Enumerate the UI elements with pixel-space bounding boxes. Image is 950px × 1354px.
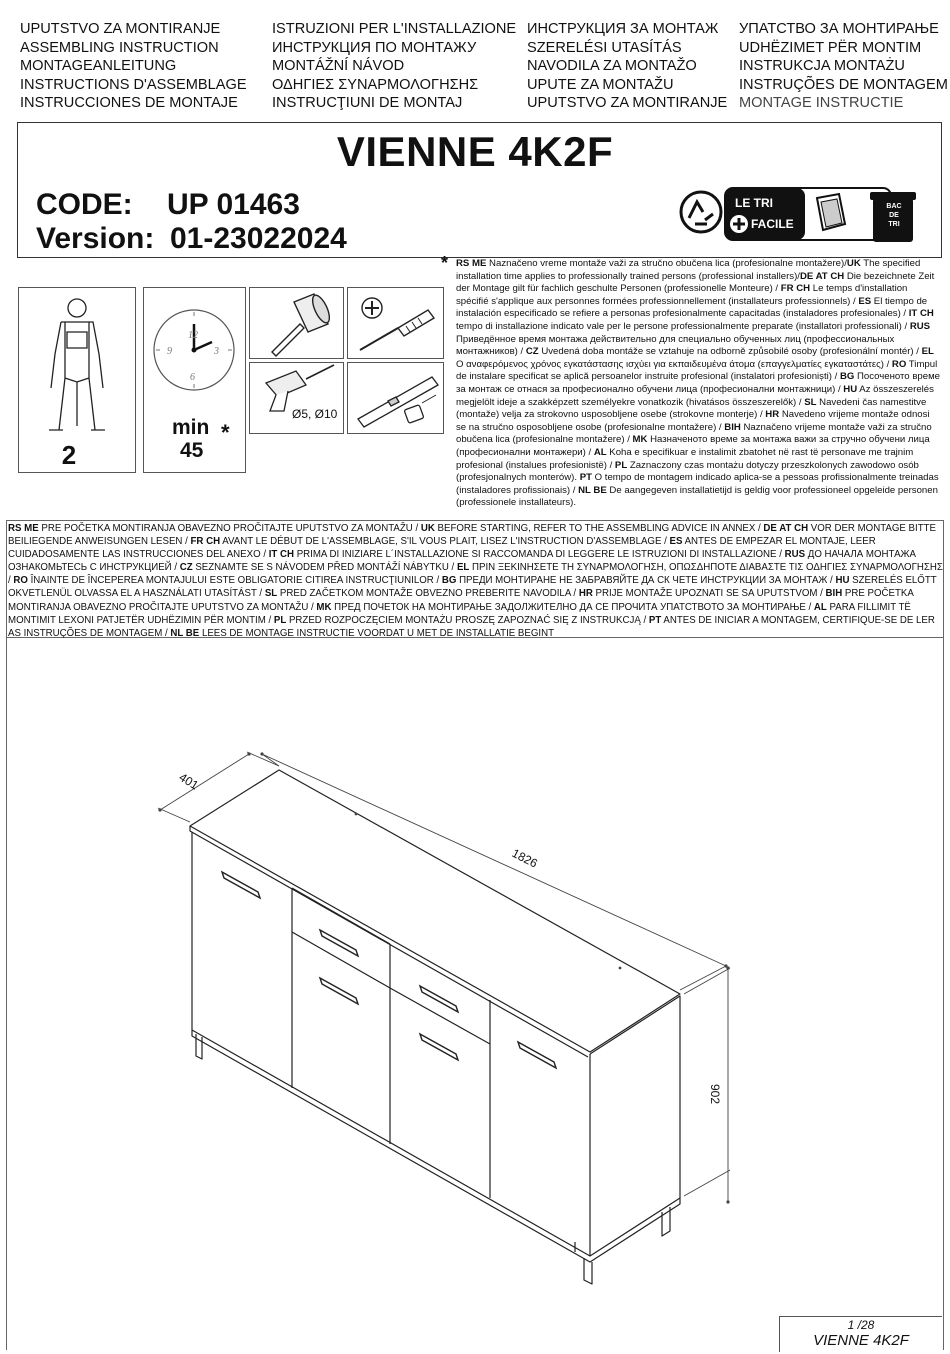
before-note-text: VOR DER MONTAGE BITTE BEILIEGENDE ANWEISUNGEN LESEN /	[8, 523, 936, 548]
before-note-code: ES	[669, 536, 683, 548]
time-picto	[143, 287, 246, 473]
before-note-code: EL	[456, 562, 470, 574]
header-line: SZERELÉSI UTASÍTÁS	[527, 39, 682, 56]
time-note-text: Navedeno vrijeme montaže odnosi se na stručno osposobljene osobe (profesionalne montažere) /	[456, 409, 930, 433]
before-note-text: ПРЕДИ МОНТИРАНЕ НЕ ЗАБРАВЯЙТЕ ДА СК ЧЕТЕ ИНСТРУКЦИИ ЗА МОНТАЖ /	[456, 575, 836, 587]
before-note-code: FR CH	[190, 536, 221, 548]
triman-de: DE	[889, 212, 899, 219]
header-line: ΟΔΗΓΙΕΣ ΣΥΝΑΡΜΟΛΟΓΗΣΗΣ	[272, 76, 479, 93]
header-line: MONTAGEANLEITUNG	[20, 58, 177, 74]
time-note-text: Посоченото време за монтаж се отнася за професионално обучени лица (професионални монтажници) /	[456, 371, 941, 395]
page-footer	[779, 1316, 942, 1352]
before-note-text: BEFORE STARTING, REFER TO THE ASSEMBLING ADVICE IN ANNEX /	[434, 523, 764, 534]
header-line: INSTRUCŢIUNI DE MONTAJ	[272, 95, 463, 111]
time-note-text: Navedeni čas namestitve (montaže) velja za strokovno usposobljene osebe (strokovne monterje) /	[456, 396, 927, 421]
drill-sizes: Ø5, Ø10	[292, 407, 338, 421]
time-note-code: ES	[858, 295, 872, 307]
header-line: INSTRUCTIONS D'ASSEMBLAGE	[20, 76, 247, 93]
before-note-text: PRIMA DI INIZIARE L´INSTALLAZIONE SI RACCOMANDA DI LEGGERE LE ISTRUZIONI DI INSTALLAZIONE /	[294, 549, 785, 561]
before-note	[8, 522, 943, 640]
before-note-code: AL	[813, 601, 827, 613]
header-line: INSTRUKCJA MONTAŻU	[739, 58, 905, 74]
time-note-text: Die bezeichnete Zeit der Montage gilt für fachlich geschulte Personen (professionelle Monteure) /	[456, 270, 935, 295]
time-note-text: tempo di installazione indicato vale per le persone professionalmente preparate (installatori professionali) /	[456, 320, 910, 332]
product-title: VIENNE 4K2F	[336, 128, 614, 175]
before-note-text: PARA FILLIMIT TË MONTIMIT LEXONI PATJETËR UDHËZIMIN PËR MONTIM /	[8, 601, 911, 626]
time-note-code: SL	[804, 396, 817, 408]
before-note-text: PRE POČETKA MONTIRANJA OBAVEZNO PROČITAJTE UPUTSTVO ZA MONTAŽU /	[8, 588, 914, 613]
time-note-text: Uvedená doba montáže se vztahuje na odborně způsobilé osoby (profesionální montér) /	[538, 346, 922, 358]
time-note-text: Koha e specifikuar e instalimit zbatohet në rast të personave me trajnim profesional (instalues profesionistë) /	[456, 446, 914, 471]
before-note-code: PL	[273, 614, 287, 626]
time-note-text: O tempo de montagem indicado aplica-se a pessoas profissionalmente treinadas (instaladores profissionais) /	[456, 472, 939, 496]
time-note-code: HU	[843, 383, 858, 395]
header-line: ИНСТРУКЦИЯ ПО МОНТАЖУ	[272, 39, 477, 56]
version-label: Version:	[36, 222, 155, 255]
before-note-text: PRZED ROZPOCZĘCIEM MONTAŻU PROSZĘ ZAPOZNAĆ SIĘ Z INSTRUKCJĄ /	[286, 614, 649, 626]
time-note-code: FR CH	[780, 283, 811, 295]
time-note-code: PT	[579, 472, 592, 484]
before-note-code: DE AT CH	[763, 523, 809, 534]
before-note-text: PRE POČETKA MONTIRANJA OBAVEZNO PROČITAJTE UPUTSTVO ZA MONTAŽU /	[38, 523, 421, 534]
header-line: INSTRUCCIONES DE MONTAJE	[20, 95, 238, 111]
time-value: 45	[180, 439, 204, 462]
time-note-text: Naznačeno vreme montaže važi za stručno obučena lica (profesionalne montažere)/	[486, 258, 847, 269]
time-note-code: RUS	[909, 320, 931, 332]
hammer-picto	[249, 287, 344, 359]
header-line: ASSEMBLING INSTRUCTION	[20, 39, 219, 56]
triman-bac: BAC	[886, 203, 902, 210]
time-note-text: Naznačeno vrijeme montaže važi za stručno obučena lica (profesionalne montažere) /	[456, 421, 932, 446]
before-note-code: SL	[264, 588, 278, 600]
before-note-text: ANTES DE INICIAR A MONTAGEM, CERTIFIQUE-SE DE LER AS INSTRUÇÕES DE MONTAGEM /	[8, 614, 935, 639]
header-line: ISTRUZIONI PER L'INSTALLAZIONE	[272, 21, 517, 37]
time-prefix: min	[172, 416, 210, 439]
drill-icon	[250, 363, 345, 413]
before-note-code: CZ	[179, 562, 193, 574]
dimension-width: 1826	[509, 846, 540, 871]
time-note-code: IT CH	[908, 308, 934, 320]
header-line: UDHËZIMET PËR MONTIM	[739, 39, 922, 56]
before-note-text: SEZNAMTE SE S NÁVODEM PŘED MONTÁŽÍ NÁBYTKU /	[192, 562, 457, 574]
before-note-text: ДО НАЧАЛА МОНТАЖА ОЗНАКОМЬТЕСЬ С ИНСТРУКЦИЕЙ /	[8, 549, 916, 574]
before-note-code: RO	[13, 575, 28, 587]
triman-facile: FACILE	[751, 217, 794, 231]
header-line light: MONTAGE INSTRUCTIE	[739, 95, 904, 111]
time-note-code: RO	[891, 358, 907, 370]
triman-tri: TRI	[888, 221, 900, 228]
before-note-text: ÎNAINTE DE ÎNCEPEREA MONTAJULUI ESTE OBLIGATORIE CITIREA INSTRUCŢIUNILOR /	[27, 575, 442, 587]
triman-le-tri: LE TRI	[735, 196, 773, 210]
header-line: UPUTE ZA MONTAŽU	[527, 76, 674, 93]
before-note-text: ANTES DE EMPEZAR EL MONTAJE, LEER CUIDADOSAMENTE LAS INSTRUCCIONES DEL ANEXO /	[8, 536, 876, 561]
before-note-text: PRIJE MONTAŽE UPOZNATI SE SA UPUTSTVOM /	[592, 588, 826, 600]
clock-9: 9	[167, 346, 172, 357]
code-value: UP 01463	[167, 188, 300, 221]
mallet-icon	[250, 288, 345, 360]
header-line: UPUTSTVO ZA MONTIRANJE	[20, 21, 221, 37]
screwdriver-icon	[348, 288, 445, 360]
before-note-text: AVANT LE DÉBUT DE L'ASSEMBLAGE, S'IL VOUS PLAIT, LISEZ L'INSTRUCTION D'ASSEMBLAGE /	[220, 536, 670, 548]
clock-12: 12	[188, 330, 198, 341]
time-asterisk: *	[221, 420, 230, 445]
time-note-text: Приведённое время монтажа действительно для специально обученных лиц (профессиональных монтажников) /	[456, 333, 895, 358]
time-note-text: De aangegeven installatietijd is geldig voor professioneel opgeleide personen (professionele installateurs).	[456, 484, 938, 509]
header-line: УПАТСТВО ЗА МОНТИРАЊЕ	[739, 21, 939, 37]
dimension-depth: 401	[176, 770, 201, 793]
before-note-code: HR	[578, 588, 593, 600]
time-note-code: PL	[614, 459, 628, 471]
time-note-text: Назначеното време за монтажа важи за стручно обучени лица (професионални монтажери) /	[456, 434, 930, 458]
header-line: UPUTSTVO ZA MONTIRANJE	[527, 95, 728, 111]
time-note-code: UK	[846, 258, 861, 269]
before-note-text: ΠΡΙΝ ΞΕΚΙΝΗΣΕΤΕ ΤΗ ΣΥΝΑΡΜΟΛΟΓΗΣΗ, ΟΠΩΣΔΗΠΟΤΕ ΔΙΑΒΑΣΤΕ ΤΙΣ ΟΔΗΓΙΕΣ ΣΥΝΑΡΜΟΛΟΓΗΣΗΣ /	[8, 562, 943, 587]
before-note-code: RS ME	[8, 523, 39, 534]
time-note-code: MK	[632, 434, 648, 446]
before-note-code: RUS	[784, 549, 806, 561]
sideboard-drawing	[0, 640, 950, 1320]
time-note-code: AL	[593, 446, 607, 458]
time-note-code: CZ	[525, 346, 539, 358]
clock-icon	[144, 288, 244, 398]
time-note-text: Timpul de instalare specificat se aplică persoanelor instruite profesional (instalatori profesioniști) /	[456, 358, 938, 383]
time-note-text: Le temps d'installation spécifié s'applique aux personnes formées professionnellement (installateurs professionnels) /	[456, 283, 908, 307]
before-note-code: BG	[441, 575, 457, 587]
before-note-code: MK	[316, 601, 332, 613]
time-note-code: EL	[921, 346, 934, 358]
page-number: 1 /28	[847, 1318, 875, 1332]
before-note-text: PRED ZAČETKOM MONTAŽE OBVEZNO PREBERITE NAVODILA /	[277, 588, 579, 600]
header-line: ИНСТРУКЦИЯ ЗА МОНТАЖ	[527, 21, 719, 37]
time-note-text: Az összeszerelés megjelölt ideje a szakképzett személyekre vonatkozik (hivatásos összeszerelők) /	[456, 383, 934, 408]
before-note-code: IT CH	[268, 549, 295, 561]
time-note-code: NL BE	[578, 484, 607, 496]
version-value: 01-23022024	[170, 222, 347, 255]
level-picto	[347, 362, 444, 434]
time-note-text: El tiempo de instalación especificado se refiere a personas profesionalmente capacitadas (instaladores profesionales) /	[456, 295, 928, 320]
header-line: INSTRUÇÕES DE MONTAGEM	[739, 76, 948, 93]
before-note-code: PT	[648, 614, 662, 626]
header-column-1	[20, 20, 247, 113]
level-tape-icon	[348, 363, 445, 435]
dimension-height: 902	[708, 1084, 722, 1105]
drill-picto	[249, 362, 344, 434]
header-column-3	[527, 20, 727, 113]
persons-count: 2	[61, 440, 77, 470]
time-note-code: BIH	[724, 421, 741, 433]
triman-logo	[677, 184, 917, 244]
before-note-text: LEES DE MONTAGE INSTRUCTIE VOORDAT U MET DE INSTALLATIE BEGINT	[199, 627, 554, 639]
footer-model: VIENNE 4K2F	[813, 1332, 909, 1349]
note-asterisk: *	[441, 253, 449, 273]
before-note-text: SZERELÉS ELŐTT OKVETLENÜL OLVASSA EL A HASZNÁLATI UTASÍTÁST /	[8, 575, 937, 600]
triman-bin-label	[877, 202, 911, 229]
code-label: CODE:	[36, 188, 133, 221]
time-note-code: HR	[765, 409, 780, 421]
header-column-2	[272, 20, 516, 113]
header-line: MONTÁŽNÍ NÁVOD	[272, 58, 405, 74]
persons-picto	[18, 287, 136, 473]
clock-6: 6	[190, 372, 195, 383]
before-note-code: UK	[420, 523, 435, 534]
before-note-code: NL BE	[170, 627, 200, 639]
time-note-text: Ο αναφερόμενος χρόνος εγκατάστασης ισχύει για εκπαιδευμένα άτομα (επαγγελματίες εγκαταστάτες) /	[456, 358, 892, 370]
screwdriver-picto	[347, 287, 444, 359]
before-note-text: ПРЕД ПОЧЕТОК НА МОНТИРАЊЕ ЗАДОЛЖИТЕЛНО ДА СЕ ПРОЧИТА УПАТСТВОТО ЗА МОНТИРАЊЕ /	[331, 601, 814, 613]
header-column-4	[739, 20, 948, 113]
time-note-code: RS ME	[456, 258, 487, 269]
header-line: NAVODILA ZA MONTAŽO	[527, 58, 697, 74]
time-note	[456, 258, 942, 510]
time-note-code: BG	[839, 371, 855, 383]
before-note-code: BIH	[825, 588, 843, 600]
before-note-code: HU	[835, 575, 850, 587]
time-note-code: DE AT CH	[799, 270, 845, 282]
clock-3: 3	[214, 346, 219, 357]
time-note-text: Zaznaczony czas montażu dotyczy przeszkolonych zawodowo osób (profesjonalnych monterów).	[456, 459, 919, 484]
worker-icon	[19, 292, 135, 432]
time-note-text: The specified installation time applies to professionally trained persons (professional installers)/	[456, 258, 921, 282]
